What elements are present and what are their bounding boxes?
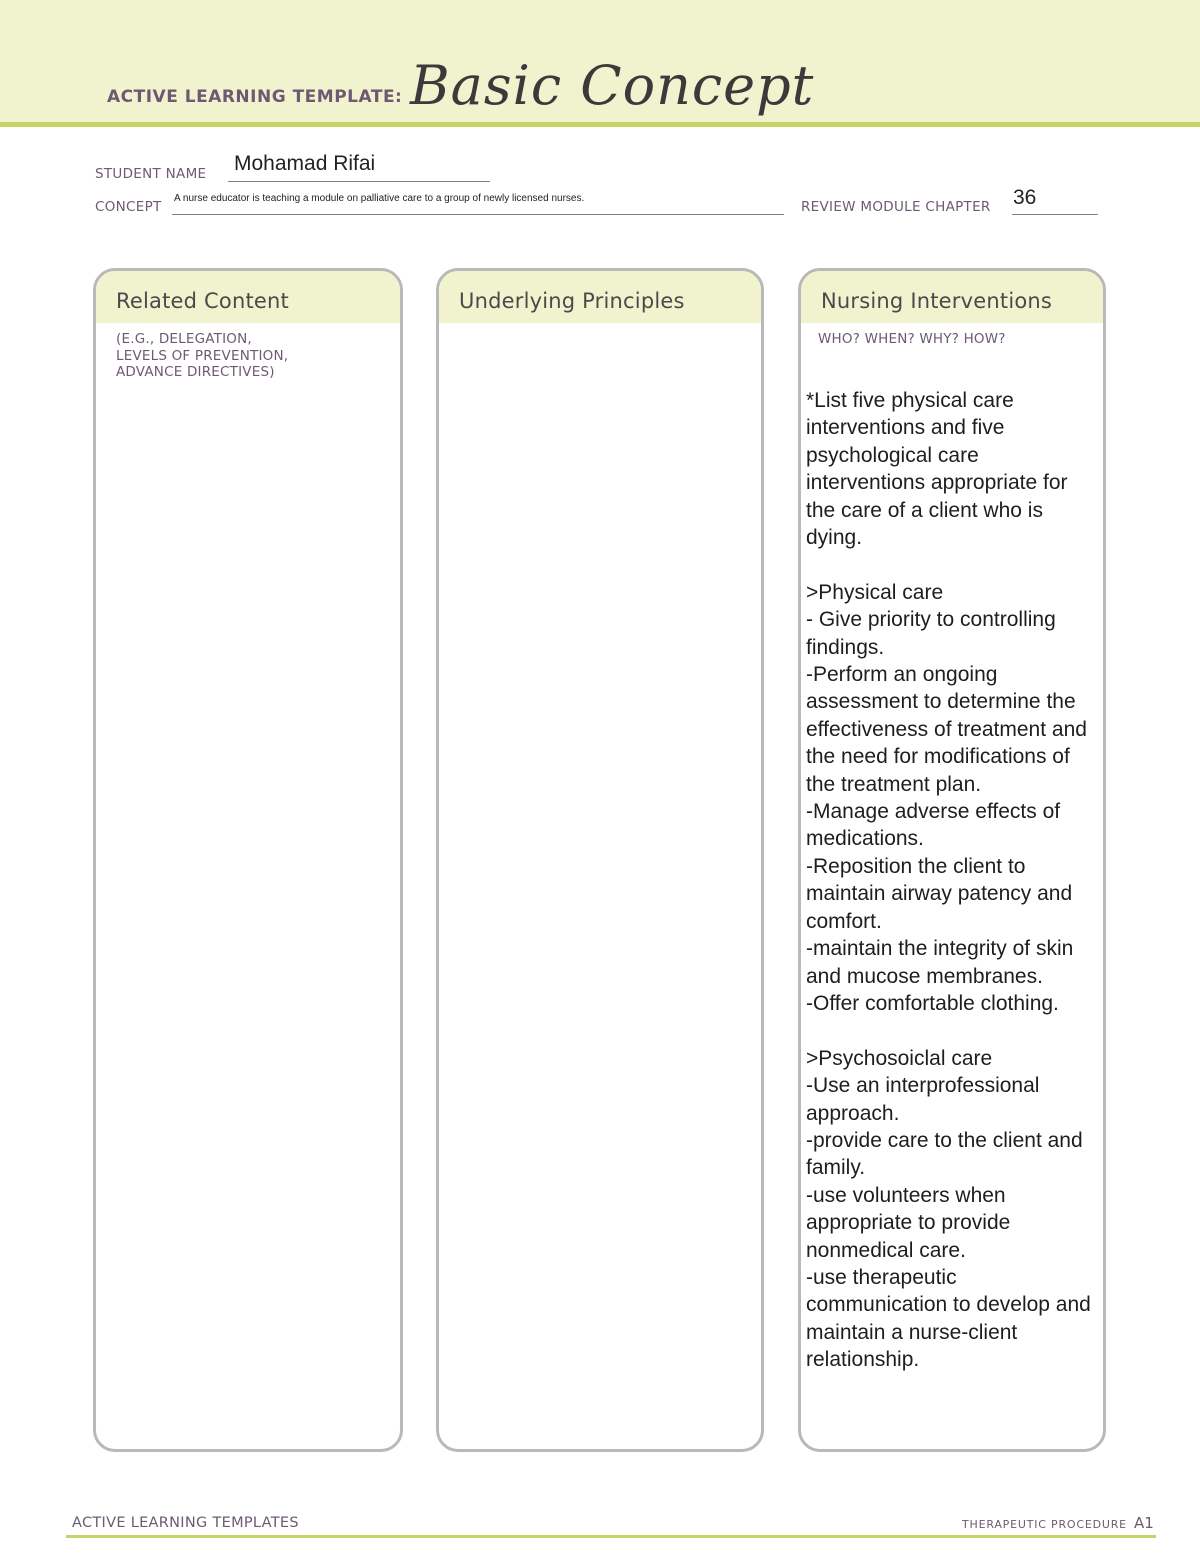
notes-psych-item: -use therapeutic communication to develop and maintain a nurse-client relationship.: [806, 1265, 1091, 1372]
notes-gap: [806, 1017, 1102, 1044]
nursing-interventions-title: Nursing Interventions: [821, 289, 1053, 313]
related-hint-line: ADVANCE DIRECTIVES): [116, 364, 275, 380]
concept-label: CONCEPT: [95, 199, 162, 215]
related-content-panel[interactable]: [93, 268, 403, 1452]
concept-value[interactable]: A nurse educator is teaching a module on palliative care to a group of newly licensed nurses.: [174, 193, 585, 204]
student-name-line: [228, 181, 490, 182]
notes-gap: [806, 551, 1102, 578]
notes-physical-item: -maintain the integrity of skin and mucose membranes.: [806, 937, 1074, 988]
template-label: ACTIVE LEARNING TEMPLATE:: [107, 87, 403, 107]
related-content-header: [96, 271, 400, 323]
related-content-hint: [116, 331, 288, 381]
related-hint-line: LEVELS OF PREVENTION,: [116, 347, 289, 364]
concept-line: [172, 214, 784, 215]
student-name-label: STUDENT NAME: [95, 166, 207, 182]
notes-psych-heading: >Psychosoiclal care: [806, 1046, 993, 1070]
page-title: Basic Concept: [410, 54, 815, 117]
header-rule: [0, 122, 1200, 127]
chapter-value[interactable]: 36: [1013, 186, 1037, 209]
chapter-line: [1012, 214, 1098, 215]
chapter-label: REVIEW MODULE CHAPTER: [801, 199, 991, 215]
nursing-interventions-header: [801, 271, 1103, 323]
footer-right-label: THERAPEUTIC PROCEDURE: [962, 1518, 1127, 1531]
notes-physical-item: -Reposition the client to maintain airway patency and comfort.: [806, 854, 1073, 933]
underlying-principles-header: [439, 271, 761, 323]
notes-physical-item: - Give priority to controlling findings.: [806, 608, 1056, 659]
notes-psych-item: -provide care to the client and family.: [806, 1128, 1083, 1180]
underlying-principles-title: Underlying Principles: [459, 289, 685, 313]
footer-page-code: A1: [1134, 1514, 1154, 1532]
notes-physical-heading: >Physical care: [806, 580, 944, 604]
notes-psych-item: -Use an interprofessional approach.: [806, 1074, 1040, 1125]
nursing-interventions-hint: WHO? WHEN? WHY? HOW?: [818, 331, 1006, 347]
related-content-title: Related Content: [116, 289, 289, 313]
related-hint-line: (E.G., DELEGATION,: [116, 331, 252, 347]
notes-physical-item: -Offer comfortable clothing.: [806, 991, 1059, 1015]
notes-intro: *List five physical care interventions and five psychological care interventions appropriate for the care of a client who is dying.: [806, 389, 1068, 550]
footer-left-label: ACTIVE LEARNING TEMPLATES: [72, 1515, 299, 1531]
notes-physical-item: -Perform an ongoing assessment to determine the effectiveness of treatment and the need for modifications of the treatment plan.: [806, 663, 1087, 796]
underlying-principles-panel[interactable]: [436, 268, 764, 1452]
footer-rule: [66, 1535, 1156, 1538]
notes-physical-item: -Manage adverse effects of medications.: [806, 800, 1061, 851]
nursing-interventions-notes[interactable]: [806, 387, 1102, 1374]
student-name-value[interactable]: Mohamad Rifai: [234, 152, 376, 175]
notes-psych-item: -use volunteers when appropriate to provide nonmedical care.: [806, 1183, 1011, 1262]
